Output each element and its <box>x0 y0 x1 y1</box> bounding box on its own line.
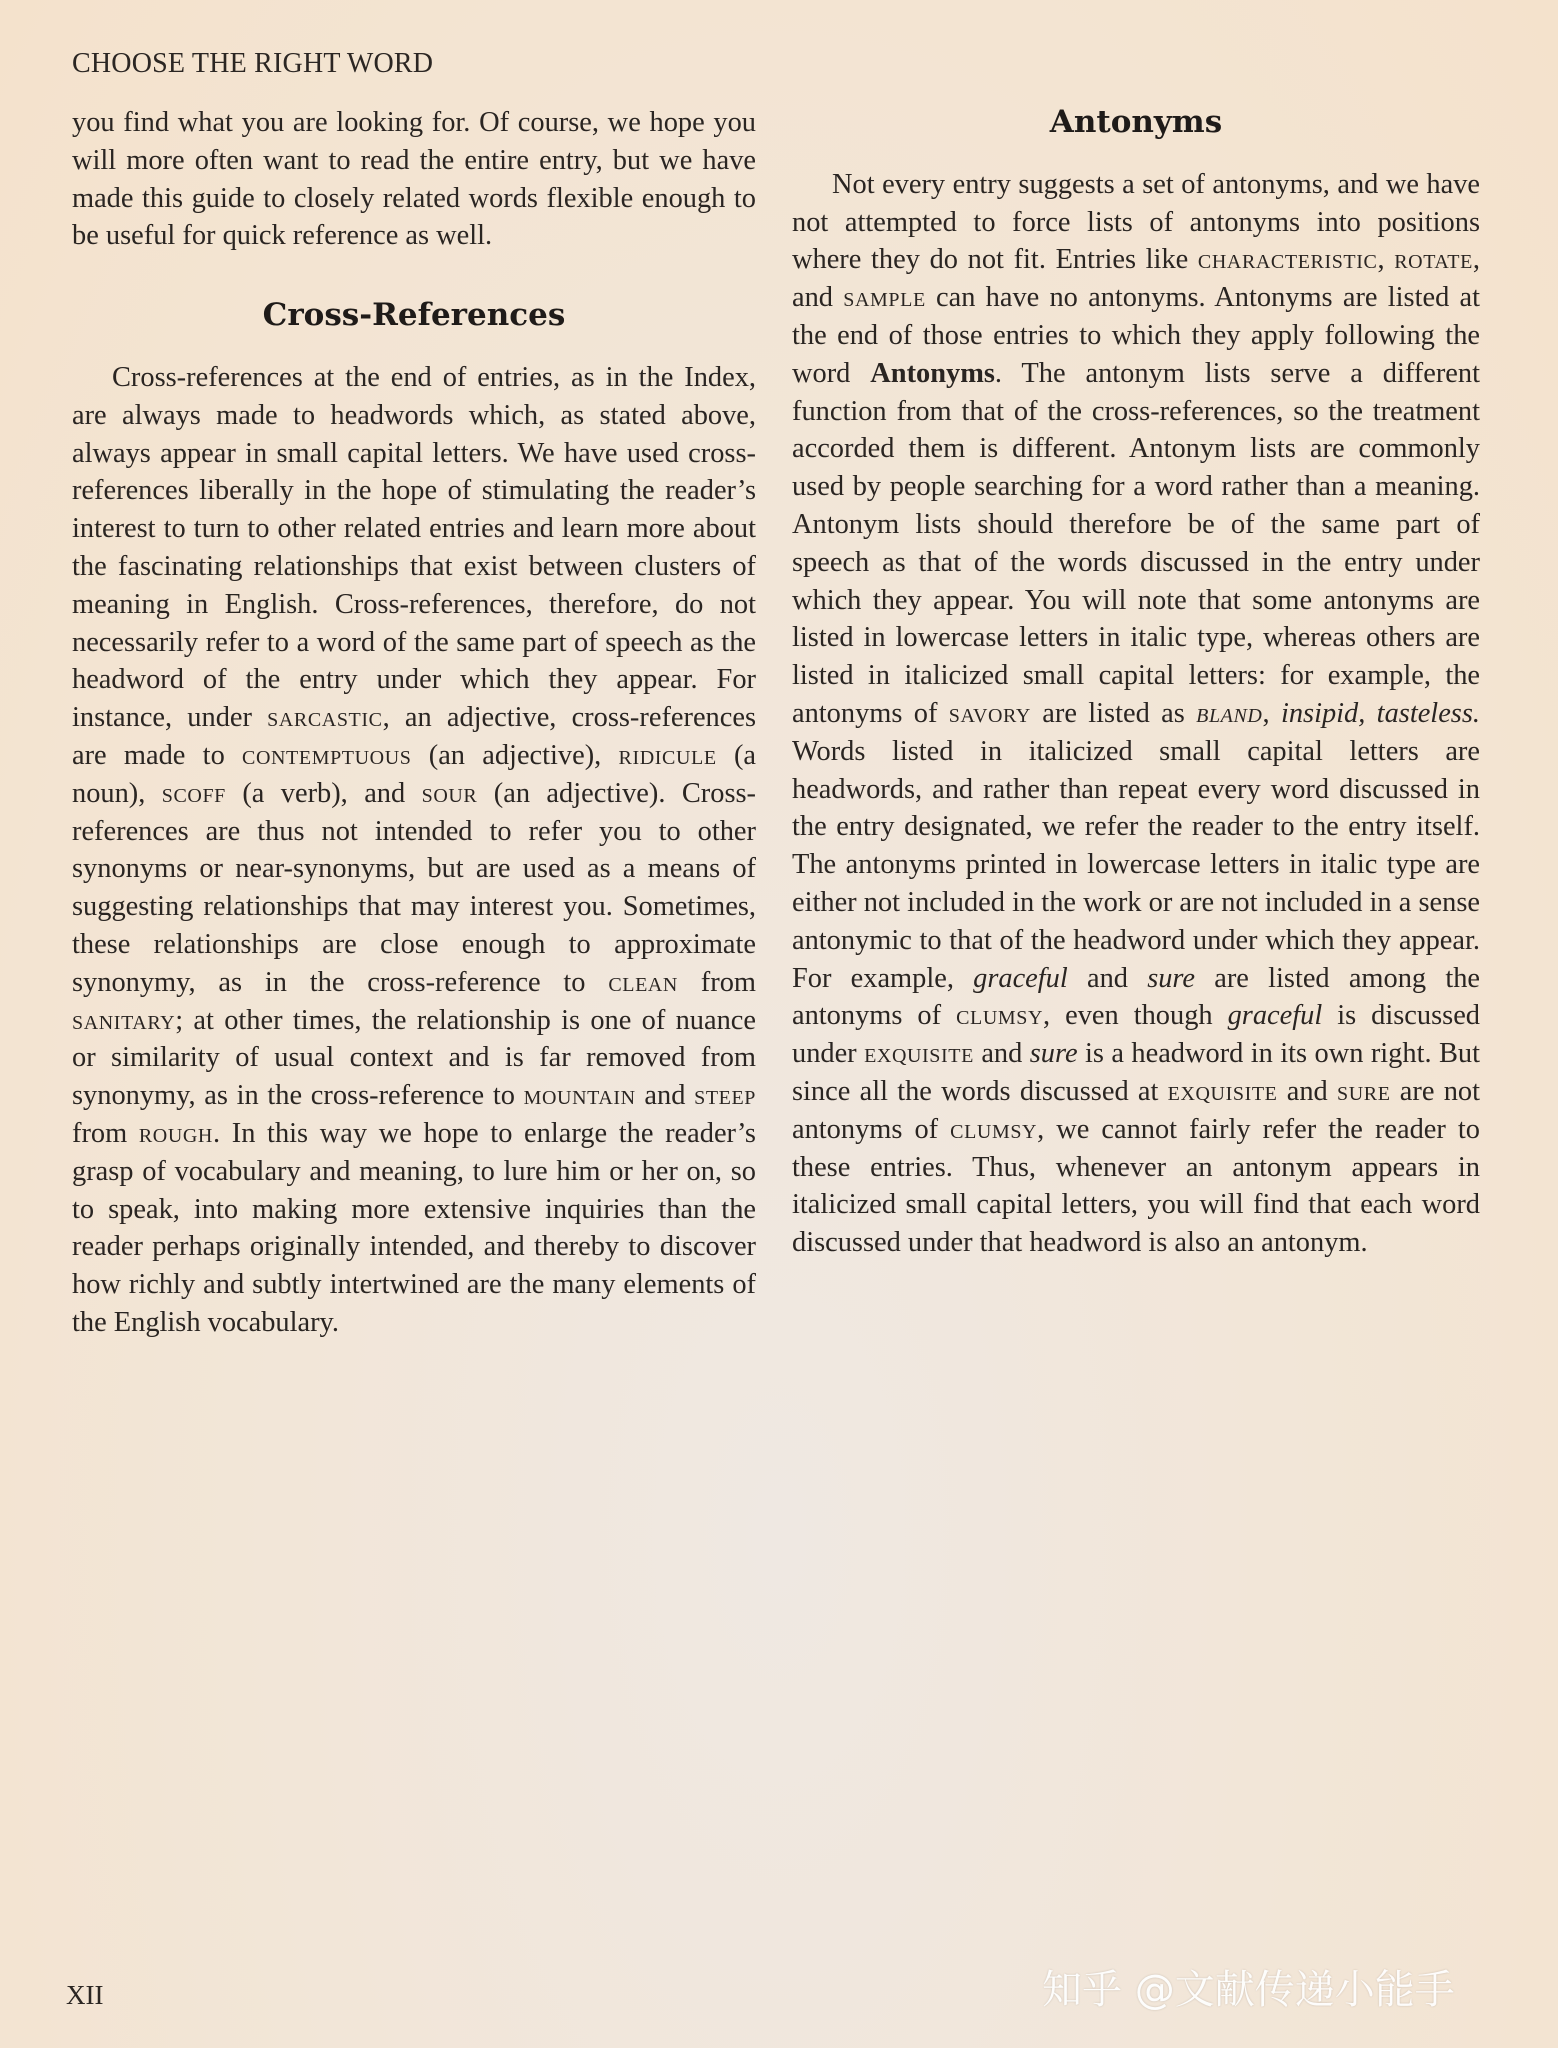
headword-small-caps: savory <box>948 697 1031 729</box>
headword-small-caps: clumsy <box>950 1113 1038 1145</box>
text-run: Not every entry suggests a set of antonyms, and we have not attempted to force lists of antonyms into positions where they do not fit. Entries like <box>792 168 1480 276</box>
italic-antonym: insipid, tasteless. <box>1280 697 1480 729</box>
antonyms-paragraph <box>792 166 1480 1262</box>
headword-small-caps: exquisite <box>1167 1075 1278 1107</box>
text-run: , an adjective, cross-references are made to <box>72 702 756 771</box>
text-run: is a headword in its own right. But since all the words discussed at <box>792 1038 1480 1107</box>
headword-small-caps: rotate <box>1394 244 1473 276</box>
headword-small-caps: sarcastic <box>267 702 383 734</box>
italic-antonym: graceful <box>1227 1000 1323 1032</box>
antonyms-bold-term: Antonyms <box>870 357 995 389</box>
text-run: ; at other times, the relationship is one of nuance or similarity of usual context and is far removed from synonymy, as in the cross-reference to <box>72 1004 756 1112</box>
text-run: are listed as <box>1030 697 1197 729</box>
text-run: from <box>72 1117 139 1149</box>
headword-small-caps: clumsy <box>956 1000 1044 1032</box>
headword-small-caps: mountain <box>523 1080 636 1112</box>
page-number: XII <box>66 1980 104 2010</box>
headword-small-caps: sanitary <box>72 1004 176 1036</box>
text-run: , even though <box>1043 1000 1228 1032</box>
headword-small-caps: characteristic <box>1197 244 1378 276</box>
italic-antonym: sure <box>1029 1038 1078 1070</box>
text-run: is discussed under <box>792 1000 1480 1070</box>
headword-small-caps: ridicule <box>618 739 717 771</box>
italic-antonym: graceful <box>973 962 1068 994</box>
text-run: and <box>1277 1075 1337 1107</box>
text-run: from <box>677 966 756 998</box>
text-run: Cross-references at the end of entries, as in the Index, are always made to headwords which, as stated above, always appear in small capital letters. We have used cross-references liberally in the hope of stimulating the reader’s interest to turn to other related entries and learn more about the fascinating relationships that exist between clusters of meaning in English. Cross-references, therefore, do not necessarily refer to a word of the same part of speech as the headword of the entry under which they appear. For instance, under <box>72 361 756 734</box>
text-run: are listed among the antonyms of <box>792 962 1481 1032</box>
cross-references-heading: Cross-References <box>262 297 566 334</box>
headword-small-caps: clean <box>608 966 678 998</box>
text-run: (a verb), and <box>225 777 422 809</box>
text-run: (an adjective), <box>411 739 619 771</box>
headword-small-caps: sour <box>421 777 478 809</box>
antonyms-heading: Antonyms <box>1049 104 1223 140</box>
text-run: are not antonyms of <box>792 1075 1480 1145</box>
text-run: and <box>635 1080 695 1112</box>
cross-references-paragraph <box>72 359 756 1342</box>
headword-italic-small-caps: bland <box>1196 697 1263 729</box>
headword-small-caps: rough <box>138 1117 213 1149</box>
text-run: . In this way we hope to enlarge the reader’s grasp of vocabulary and meaning, to lure him or her on, so to speak, into making more extensive inquiries than the reader perhaps originally intended, and thereby to discover how richly and subtly intertwined are the many elements of the English vocabulary. <box>72 1117 756 1338</box>
text-run: , and <box>792 244 1481 314</box>
headword-small-caps: scoff <box>161 777 226 809</box>
intro-paragraph: you find what you are looking for. Of course, we hope you will more often want to read the entire entry, but we have made this guide to closely related words flexible enough to be useful for quick reference as well. <box>72 107 756 252</box>
running-head: CHOOSE THE RIGHT WORD <box>72 48 434 79</box>
text-run: , we cannot fairly refer the reader to these entries. Thus, whenever an antonym appears in italicized small capital letters, you will find that each word discussed under that headword is also an antonym. <box>792 1113 1480 1259</box>
text-run: (a noun), <box>72 739 756 809</box>
headword-small-caps: steep <box>694 1080 756 1112</box>
text-run: can have no antonyms. Antonyms are listed at the end of those entries to which they apply following the word <box>792 282 1480 389</box>
headword-small-caps: exquisite <box>864 1038 974 1070</box>
watermark: 知乎 @文献传递小能手 <box>1042 1967 1455 2013</box>
headword-small-caps: sure <box>1337 1075 1391 1107</box>
headword-small-caps: contemptuous <box>242 739 412 771</box>
italic-antonym: sure <box>1147 962 1196 994</box>
text-run: (an adjective). Cross-references are thus not intended to refer you to other synonyms or near-synonyms, but are used as a means of suggesting relationships that may interest you. Sometimes, these relationships are close enough to approximate synonymy, as in the cross-reference to <box>72 777 756 998</box>
left-column <box>72 104 756 1342</box>
headword-small-caps: sample <box>843 282 926 314</box>
text-run: and <box>1067 962 1148 994</box>
text-run: Words listed in italicized small capital letters are headwords, and rather than repeat every word discussed in the entry designated, we refer the reader to the entry itself. The antonyms printed in lowercase letters in italic type are either not included in the work or are not included in a sense antonymic to that of the headword under which they appear. For example, <box>792 735 1480 994</box>
text-run: , <box>1262 697 1281 729</box>
right-column <box>792 102 1480 1262</box>
text-run: , <box>1377 244 1395 276</box>
text-run: and <box>973 1038 1030 1070</box>
text-run: . The antonym lists serve a different function from that of the cross-references, so the treatment accorded them is different. Antonym lists are commonly used by people searching for a word rather than a meaning. Antonym lists should therefore be of the same part of speech as that of the words discussed in the entry under which they appear. You will note that some antonyms are listed in lowercase letters in italic type, whereas others are listed in italicized small capital letters: for example, the antonyms of <box>792 357 1480 729</box>
